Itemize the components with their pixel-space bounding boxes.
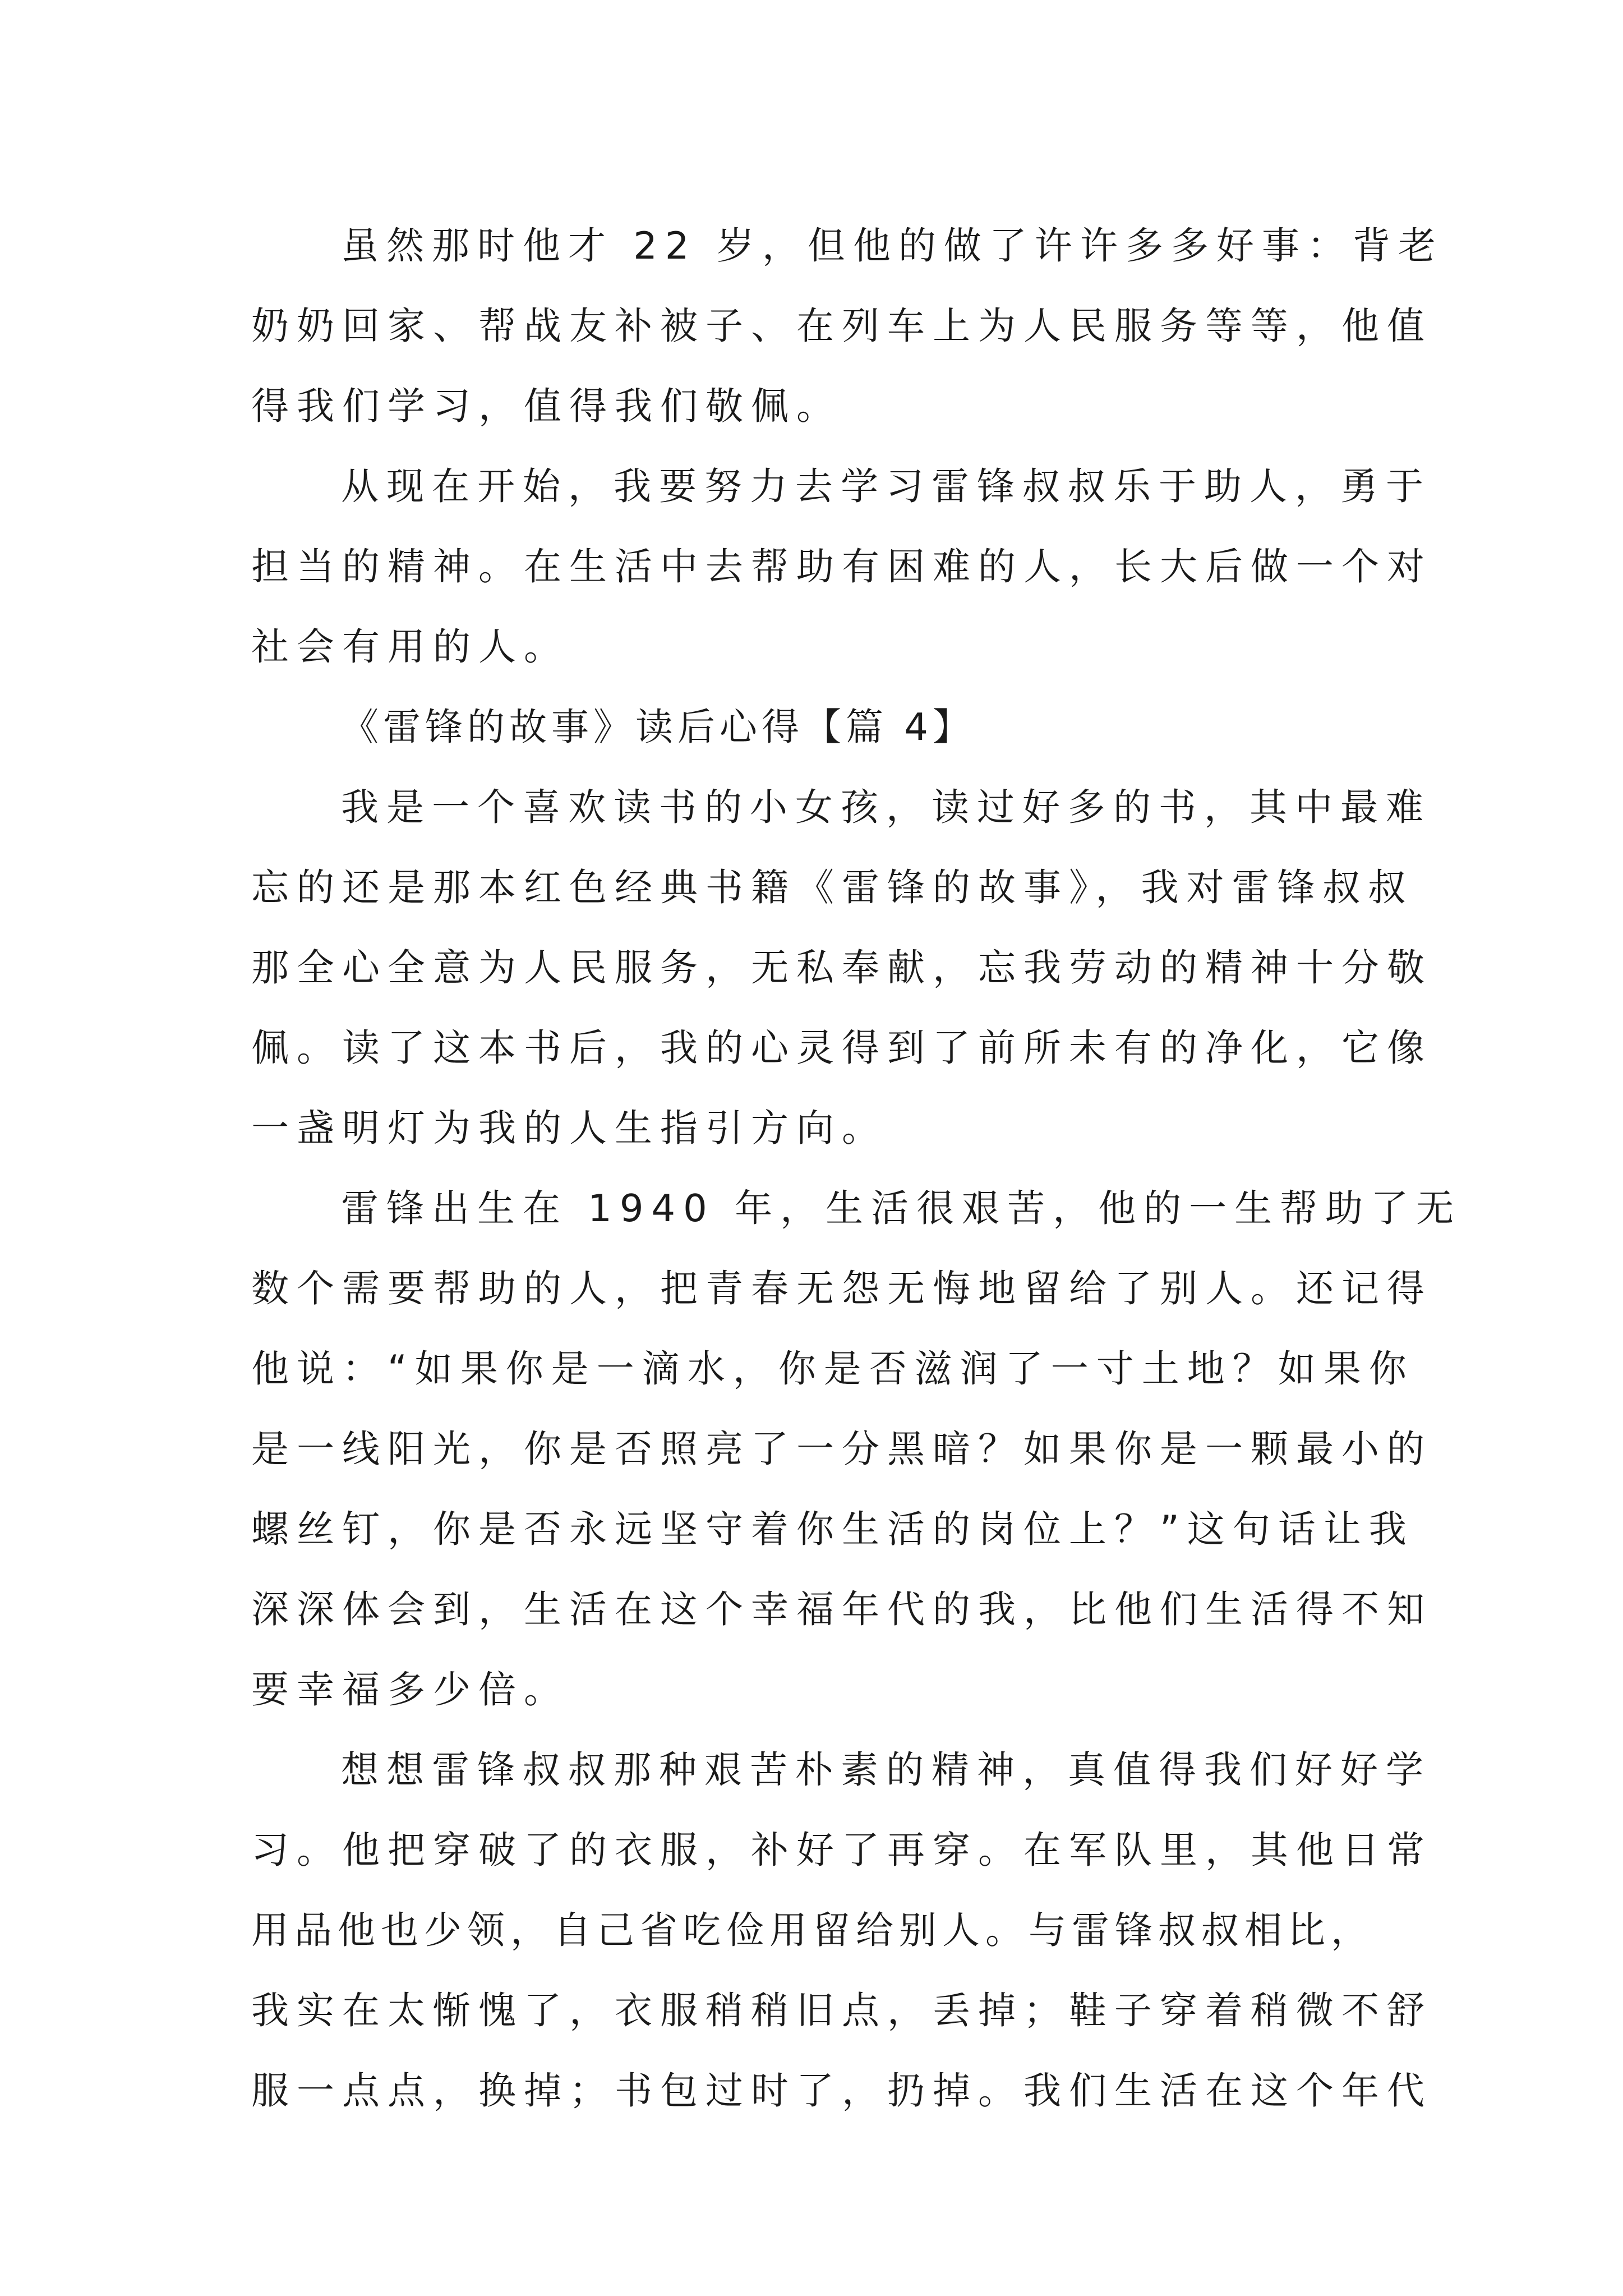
text-line: 习。他把穿破了的衣服，补好了再穿。在军队里，其他日常 [251, 1828, 1432, 1872]
text-line: 社会有用的人。 [251, 625, 569, 669]
text-line: 他说：“如果你是一滴水，你是否滋润了一寸土地？如果你 [251, 1347, 1414, 1391]
text-line: 奶奶回家、帮战友补被子、在列车上为人民服务等等，他值 [251, 304, 1432, 348]
text-line: 要幸福多少倍。 [251, 1668, 569, 1711]
text-line: 深深体会到，生活在这个幸福年代的我，比他们生活得不知 [251, 1588, 1432, 1631]
text-line: 雷锋出生在 1940 年，生活很艰苦，他的一生帮助了无 [341, 1186, 1462, 1230]
text-line: 虽然那时他才 22 岁，但他的做了许许多多好事：背老 [341, 224, 1444, 268]
text-line: 数个需要帮助的人，把青春无怨无悔地留给了别人。还记得 [251, 1267, 1432, 1310]
text-line: 一盏明灯为我的人生指引方向。 [251, 1106, 887, 1150]
text-line: 佩。读了这本书后，我的心灵得到了前所未有的净化，它像 [251, 1026, 1432, 1070]
text-line: 从现在开始，我要努力去学习雷锋叔叔乐于助人，勇于 [341, 464, 1431, 508]
text-line: 我实在太惭愧了，衣服稍稍旧点，丢掉；鞋子穿着稍微不舒 [251, 1989, 1432, 2032]
text-line: 螺丝钉，你是否永远坚守着你生活的岗位上？”这句话让我 [251, 1507, 1414, 1551]
text-line: 是一线阳光，你是否照亮了一分黑暗？如果你是一颗最小的 [251, 1427, 1432, 1471]
text-line: 那全心全意为人民服务，无私奉献，忘我劳动的精神十分敬 [251, 946, 1432, 990]
text-line: 担当的精神。在生活中去帮助有困难的人，长大后做一个对 [251, 545, 1432, 588]
text-line: 用品他也少领，自己省吃俭用留给别人。与雷锋叔叔相比， [251, 1908, 1374, 1952]
text-line: 我是一个喜欢读书的小女孩，读过好多的书，其中最难 [341, 785, 1431, 829]
text-line: 服一点点，换掉；书包过时了，扔掉。我们生活在这个年代 [251, 2069, 1432, 2113]
text-line: 得我们学习，值得我们敬佩。 [251, 384, 842, 428]
section-heading: 《雷锋的故事》读后心得【篇 4】 [341, 705, 975, 749]
document-body [251, 206, 1462, 2131]
text-line: 忘的还是那本红色经典书籍《雷锋的故事》，我对雷锋叔叔 [251, 866, 1414, 909]
text-line: 想想雷锋叔叔那种艰苦朴素的精神，真值得我们好好学 [341, 1748, 1431, 1792]
